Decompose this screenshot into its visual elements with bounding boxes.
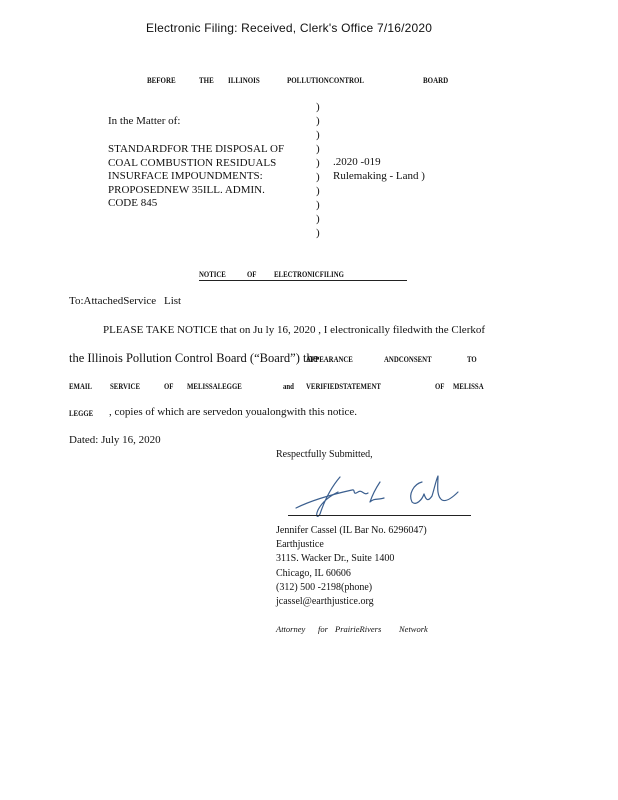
sig-stroke [317, 477, 340, 516]
to-label: To:AttachedService [69, 295, 157, 307]
sig-stroke [370, 482, 384, 502]
attorney-org: Earthjustice [276, 539, 324, 551]
paragraph-line-2-lead: the Illinois Pollution Control Board (“Board”) the [69, 351, 319, 365]
in-the-matter: In the Matter of: [108, 115, 181, 127]
paren: ) [316, 213, 320, 225]
caption-block [108, 143, 284, 211]
attorney-address-1: 311S. Wacker Dr., Suite 1400 [276, 553, 395, 565]
paragraph-line-4: , copies of which are servedon youalongwith this notice. [109, 406, 358, 418]
attorney-contact [276, 524, 427, 609]
and-word: and [283, 381, 294, 391]
notice-electronic-filing: ELECTRONICFILING [274, 269, 344, 279]
paren: ) [316, 129, 320, 141]
sig-stroke [296, 490, 368, 508]
for-word: for [318, 624, 328, 634]
signature-image [282, 470, 472, 520]
melissa-word: MELISSA [453, 381, 484, 391]
client-word: PrairieRivers [335, 624, 382, 634]
paren-column [316, 100, 320, 240]
sig-stroke [411, 476, 458, 503]
and-consent-word: ANDCONSENT [384, 354, 432, 364]
attorney-for-word: Attorney [276, 624, 306, 634]
paren: ) [316, 115, 320, 127]
caption-line: COAL COMBUSTION RESIDUALS [108, 156, 277, 169]
attorney-name: Jennifer Cassel (IL Bar No. 6296047) [276, 525, 427, 536]
of-word-1: OF [164, 381, 174, 391]
board-board: BOARD [423, 75, 449, 85]
attorney-email: jcassel@earthjustice.org [276, 596, 374, 608]
network-word: Network [399, 624, 428, 634]
board-pollution-control: POLLUTIONCONTROL [287, 75, 365, 85]
board-the: THE [199, 75, 214, 85]
appearance-word: APPEARANCE [306, 354, 353, 364]
legge-word: LEGGE [69, 408, 94, 418]
attorney-phone: (312) 500 -2198(phone) [276, 581, 373, 593]
paren: ) [316, 143, 320, 155]
paren: ) [316, 101, 320, 113]
docket-type: Rulemaking - Land ) [333, 170, 425, 182]
dated-line: Dated: July 16, 2020 [69, 434, 161, 446]
paren: ) [316, 185, 320, 197]
board-before: BEFORE [147, 75, 176, 85]
of-word-2: OF [435, 381, 445, 391]
email-word: EMAIL [69, 381, 93, 391]
filing-header: Electronic Filing: Received, Clerk's Office 7/16/2020 [146, 21, 433, 35]
verified-statement-word: VERIFIEDSTATEMENT [306, 381, 381, 391]
caption-line: CODE 845 [108, 197, 158, 209]
signature-line [288, 515, 471, 516]
paren: ) [316, 227, 320, 239]
docket-number: .2020 -019 [333, 156, 381, 168]
paragraph-line-1: PLEASE TAKE NOTICE that on Ju ly 16, 2020 , I electronically filedwith the Clerkof [103, 324, 486, 336]
paren: ) [316, 199, 320, 211]
notice-of: OF [247, 269, 257, 279]
caption-line: STANDARDFOR THE DISPOSAL OF [108, 143, 285, 155]
melissa-legge-word: MELISSALEGGE [187, 381, 242, 391]
attorney-address-2: Chicago, IL 60606 [276, 567, 351, 579]
closing: Respectfully Submitted, [276, 449, 373, 460]
notice-underline [199, 280, 407, 281]
paren: ) [316, 171, 320, 183]
notice-word: NOTICE [199, 269, 226, 279]
service-word: SERVICE [110, 381, 140, 391]
to-list: List [164, 295, 182, 307]
to-word: TO [467, 354, 477, 364]
caption-line: PROPOSEDNEW 35ILL. ADMIN. [108, 183, 265, 196]
board-illinois: ILLINOIS [228, 75, 260, 85]
paren: ) [316, 157, 320, 169]
caption-line: INSURFACE IMPOUNDMENTS: [108, 170, 263, 182]
